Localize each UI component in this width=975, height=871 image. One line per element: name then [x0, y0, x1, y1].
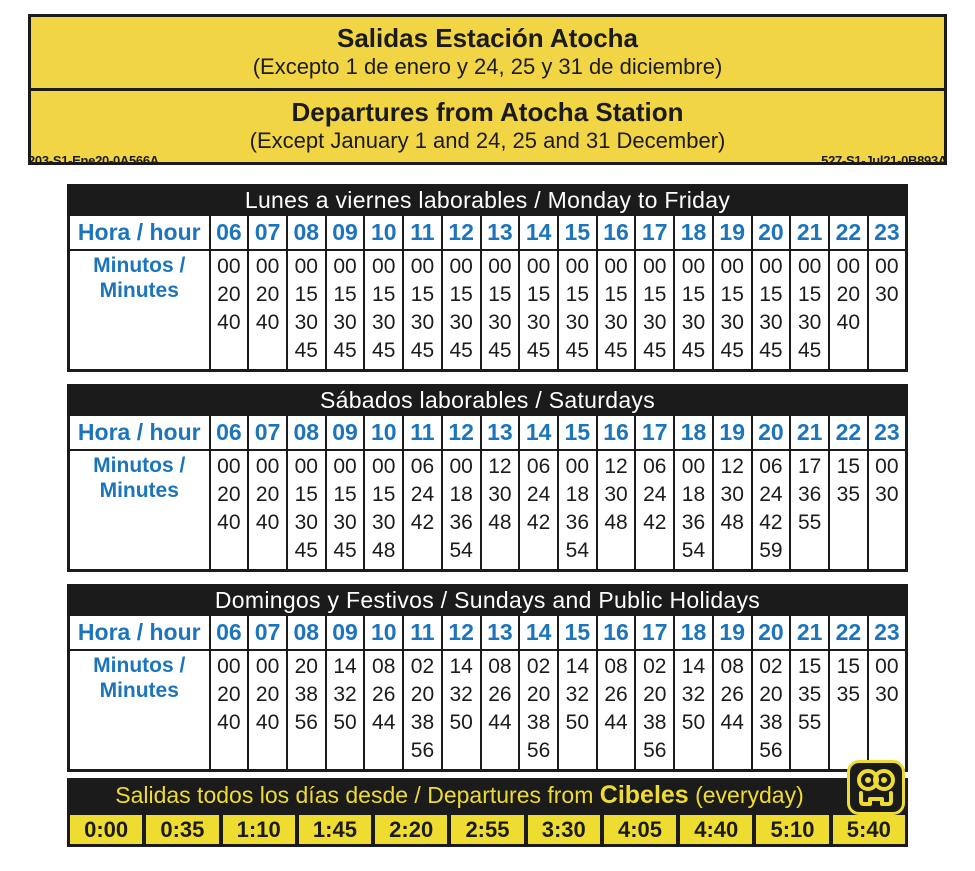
- header-title-es: Salidas Estación Atocha: [336, 23, 639, 53]
- hour-cell: 17: [635, 415, 674, 450]
- cibeles-time-cell: 0:35: [142, 815, 218, 844]
- hour-cell: 09: [326, 215, 365, 250]
- minutes-cell: 06 24 42: [403, 450, 442, 571]
- hour-cell: 19: [713, 215, 752, 250]
- timetable-weekday: [67, 184, 908, 372]
- cibeles-title-bar: [67, 778, 908, 812]
- minutes-cell: 06 24 42 59: [752, 450, 791, 571]
- night-bus-owl-icon: [847, 760, 905, 815]
- header-english: [31, 88, 944, 162]
- hour-cell: 14: [519, 415, 558, 450]
- minutes-cell: 08 26 44: [481, 650, 520, 771]
- hour-cell: 22: [829, 215, 868, 250]
- minutes-cell: 06 24 42: [635, 450, 674, 571]
- hour-cell: 22: [829, 415, 868, 450]
- minutes-cell: 00 20 40: [248, 450, 287, 571]
- table-title-weekday: Lunes a viernes laborables / Monday to Friday: [69, 186, 907, 216]
- hour-cell: 10: [364, 615, 403, 650]
- minutes-cell: 00 15 30 45: [597, 250, 636, 371]
- hour-cell: 22: [829, 615, 868, 650]
- minutes-cell: 00 15 30 45: [558, 250, 597, 371]
- minutes-cell: 00 15 30 45: [790, 250, 829, 371]
- minutes-cell: 00 18 36 54: [558, 450, 597, 571]
- hour-cell: 21: [790, 615, 829, 650]
- print-code-left: 203-S1-Ene20-0A566A: [28, 153, 159, 168]
- hour-cell: 15: [558, 415, 597, 450]
- cibeles-time-cell: 1:10: [219, 815, 295, 844]
- header-subtitle-es: (Excepto 1 de enero y 24, 25 y 31 de diciembre): [252, 54, 723, 79]
- minutes-cell: 00 15 30 45: [287, 250, 326, 371]
- cibeles-time-cell: 1:45: [295, 815, 371, 844]
- hour-cell: 23: [868, 615, 907, 650]
- hour-row-label: Hora / hour: [69, 615, 210, 650]
- minutes-row-label: Minutos / Minutes: [69, 450, 210, 571]
- hour-cell: 17: [635, 615, 674, 650]
- minutes-cell: 12 30 48: [713, 450, 752, 571]
- hour-cell: 23: [868, 215, 907, 250]
- minutes-cell: 00 20 40: [248, 250, 287, 371]
- timetable-saturday: [67, 384, 908, 572]
- minutes-cell: 00 15 30 45: [713, 250, 752, 371]
- minutes-cell: 02 20 38 56: [519, 650, 558, 771]
- hour-cell: 06: [210, 215, 249, 250]
- cibeles-title-name: Cibeles: [599, 781, 689, 809]
- hour-cell: 14: [519, 615, 558, 650]
- minutes-cell: 00 15 30 45: [481, 250, 520, 371]
- hour-cell: 20: [752, 215, 791, 250]
- hour-cell: 18: [674, 415, 713, 450]
- hour-cell: 07: [248, 415, 287, 450]
- minutes-cell: 00 30: [868, 250, 907, 371]
- table-title-saturday: Sábados laborables / Saturdays: [69, 386, 907, 416]
- minutes-cell: 00 30: [868, 650, 907, 771]
- minutes-cell: 14 32 50: [558, 650, 597, 771]
- minutes-cell: 14 32 50: [442, 650, 481, 771]
- minutes-cell: 08 26 44: [364, 650, 403, 771]
- hour-cell: 19: [713, 415, 752, 450]
- minutes-cell: 00 20 40: [829, 250, 868, 371]
- minutes-cell: 00 15 30 48: [364, 450, 403, 571]
- hour-cell: 06: [210, 615, 249, 650]
- minutes-cell: 00 15 30 45: [326, 250, 365, 371]
- minutes-cell: 00 15 30 45: [752, 250, 791, 371]
- cibeles-time-cell: 0:00: [84, 817, 129, 842]
- timetables: [67, 184, 908, 784]
- minutes-row-label: Minutos / Minutes: [69, 250, 210, 371]
- cibeles-time-cell: 4:05: [600, 815, 676, 844]
- minutes-cell: 00 20 40: [210, 650, 249, 771]
- cibeles-time-cell: 3:30: [524, 815, 600, 844]
- hour-cell: 06: [210, 415, 249, 450]
- hour-cell: 16: [597, 415, 636, 450]
- minutes-cell: 00 15 30 45: [635, 250, 674, 371]
- cibeles-section: [67, 778, 908, 847]
- minutes-cell: 00 30: [868, 450, 907, 571]
- hour-cell: 10: [364, 215, 403, 250]
- hour-cell: 13: [481, 215, 520, 250]
- minutes-cell: 06 24 42: [519, 450, 558, 571]
- hour-cell: 20: [752, 415, 791, 450]
- minutes-cell: 00 20 40: [210, 450, 249, 571]
- hour-cell: 15: [558, 615, 597, 650]
- hour-cell: 20: [752, 615, 791, 650]
- hour-cell: 10: [364, 415, 403, 450]
- minutes-cell: 15 35: [829, 650, 868, 771]
- hour-row-label: Hora / hour: [69, 415, 210, 450]
- minutes-cell: 14 32 50: [326, 650, 365, 771]
- minutes-cell: 00 15 30 45: [442, 250, 481, 371]
- minutes-cell: 00 15 30 45: [674, 250, 713, 371]
- hour-cell: 12: [442, 215, 481, 250]
- hour-row-label: Hora / hour: [69, 215, 210, 250]
- header-spanish: [31, 17, 944, 88]
- header-title-en: Departures from Atocha Station: [291, 97, 684, 127]
- cibeles-times-row: [67, 812, 908, 847]
- print-codes: [28, 153, 947, 168]
- hour-cell: 08: [287, 415, 326, 450]
- hour-cell: 13: [481, 615, 520, 650]
- minutes-cell: 02 20 38 56: [635, 650, 674, 771]
- hour-cell: 16: [597, 215, 636, 250]
- hour-cell: 21: [790, 415, 829, 450]
- hour-cell: 11: [403, 615, 442, 650]
- print-code-right: 527-S1-Jul21-0B893A: [821, 153, 947, 168]
- cibeles-time-cell: 4:40: [676, 815, 752, 844]
- hour-cell: 17: [635, 215, 674, 250]
- hour-cell: 09: [326, 415, 365, 450]
- minutes-cell: 00 15 30 45: [519, 250, 558, 371]
- minutes-cell: 00 18 36 54: [442, 450, 481, 571]
- minutes-cell: 08 26 44: [713, 650, 752, 771]
- hour-cell: 21: [790, 215, 829, 250]
- cibeles-time-cell: 5:10: [752, 815, 828, 844]
- minutes-cell: 00 15 30 45: [287, 450, 326, 571]
- minutes-cell: 15 35 55: [790, 650, 829, 771]
- cibeles-title-prefix: Salidas todos los días desde / Departures from: [115, 782, 600, 808]
- hour-cell: 07: [248, 215, 287, 250]
- hour-cell: 14: [519, 215, 558, 250]
- hour-cell: 12: [442, 415, 481, 450]
- hour-cell: 11: [403, 415, 442, 450]
- minutes-cell: 00 20 40: [248, 650, 287, 771]
- hour-cell: 09: [326, 615, 365, 650]
- cibeles-title-suffix: (everyday): [688, 782, 804, 808]
- hour-cell: 11: [403, 215, 442, 250]
- cibeles-time-cell: 2:20: [371, 815, 447, 844]
- header-subtitle-en: (Except January 1 and 24, 25 and 31 December): [249, 128, 726, 153]
- hour-cell: 18: [674, 215, 713, 250]
- hour-cell: 23: [868, 415, 907, 450]
- minutes-cell: 00 15 30 45: [403, 250, 442, 371]
- hour-cell: 08: [287, 215, 326, 250]
- minutes-cell: 00 15 30 45: [326, 450, 365, 571]
- minutes-cell: 00 20 40: [210, 250, 249, 371]
- minutes-cell: 02 20 38 56: [752, 650, 791, 771]
- minutes-cell: 00 15 30 45: [364, 250, 403, 371]
- minutes-cell: 20 38 56: [287, 650, 326, 771]
- minutes-cell: 00 18 36 54: [674, 450, 713, 571]
- hour-cell: 15: [558, 215, 597, 250]
- hour-cell: 16: [597, 615, 636, 650]
- hour-cell: 18: [674, 615, 713, 650]
- minutes-cell: 17 36 55: [790, 450, 829, 571]
- minutes-cell: 15 35: [829, 450, 868, 571]
- hour-cell: 19: [713, 615, 752, 650]
- cibeles-time-cell: 5:40: [829, 815, 905, 844]
- minutes-cell: 12 30 48: [481, 450, 520, 571]
- timetable-sunday: [67, 584, 908, 772]
- cibeles-time-cell: 2:55: [447, 815, 523, 844]
- minutes-cell: 12 30 48: [597, 450, 636, 571]
- minutes-cell: 02 20 38 56: [403, 650, 442, 771]
- minutes-cell: 14 32 50: [674, 650, 713, 771]
- minutes-cell: 08 26 44: [597, 650, 636, 771]
- hour-cell: 12: [442, 615, 481, 650]
- hour-cell: 08: [287, 615, 326, 650]
- hour-cell: 13: [481, 415, 520, 450]
- minutes-row-label: Minutos / Minutes: [69, 650, 210, 771]
- table-title-sunday: Domingos y Festivos / Sundays and Public Holidays: [69, 586, 907, 616]
- header: [28, 14, 947, 165]
- hour-cell: 07: [248, 615, 287, 650]
